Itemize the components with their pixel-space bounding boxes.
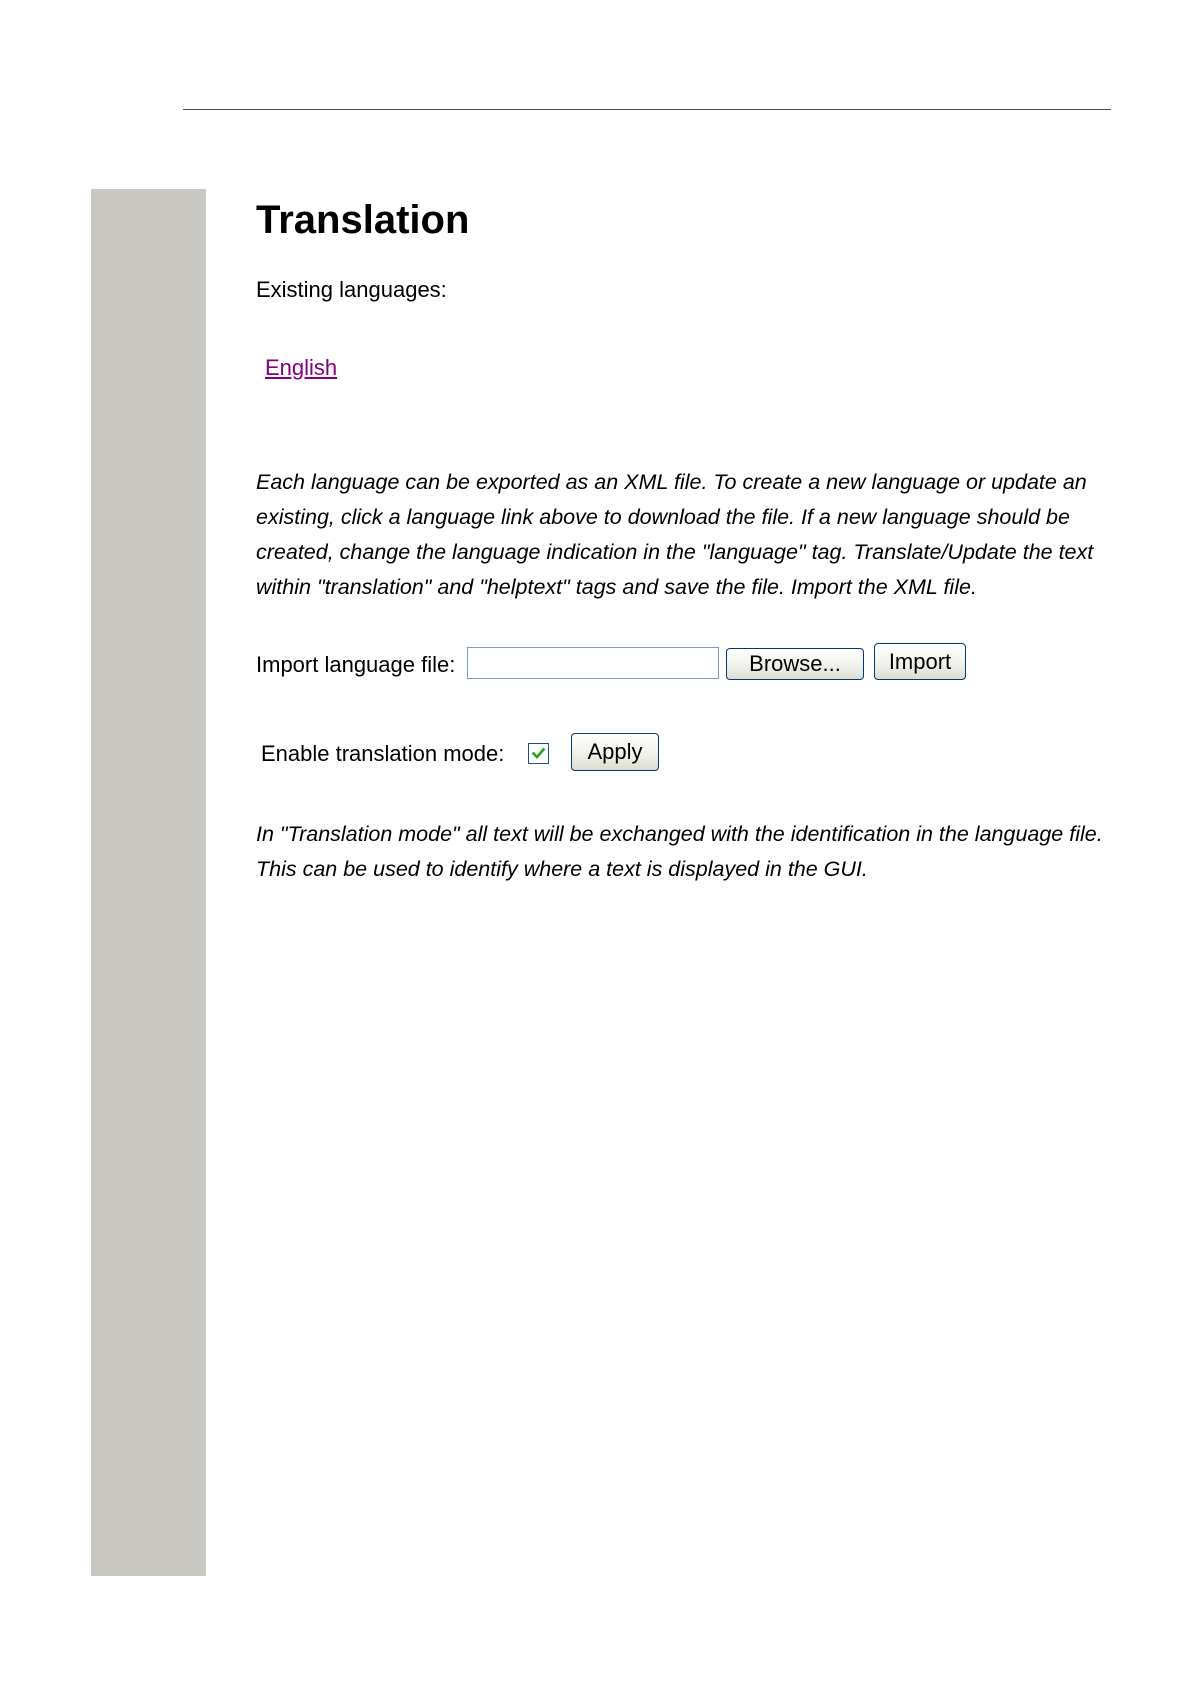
check-icon [531, 746, 546, 761]
import-language-label: Import language file: [256, 652, 456, 677]
import-language-row [256, 642, 1136, 682]
import-button[interactable]: Import [874, 643, 966, 680]
page-title: Translation [256, 198, 470, 242]
import-file-input[interactable] [467, 647, 719, 679]
export-help-text: Each language can be exported as an XML file. To create a new language or update an existing, click a language link above to download the file. If a new language should be created, change the language indication in the "language" tag. Translate/Update the text within "translation" and "helptext" tags and save the file. Import the XML file. [256, 470, 1094, 599]
sidebar-margin [91, 189, 206, 1576]
apply-button[interactable]: Apply [571, 733, 659, 771]
existing-languages-label: Existing languages: [256, 277, 447, 302]
header-divider [183, 109, 1111, 110]
language-link-english[interactable]: English [265, 355, 338, 380]
browse-button[interactable]: Browse... [726, 648, 864, 680]
translation-mode-label: Enable translation mode: [261, 741, 505, 766]
translation-mode-row [256, 733, 1136, 773]
translation-mode-checkbox[interactable] [528, 743, 549, 764]
translation-mode-help-text: In "Translation mode" all text will be exchanged with the identification in the language file. This can be used to identify where a text is displayed in the GUI. [256, 822, 1103, 881]
